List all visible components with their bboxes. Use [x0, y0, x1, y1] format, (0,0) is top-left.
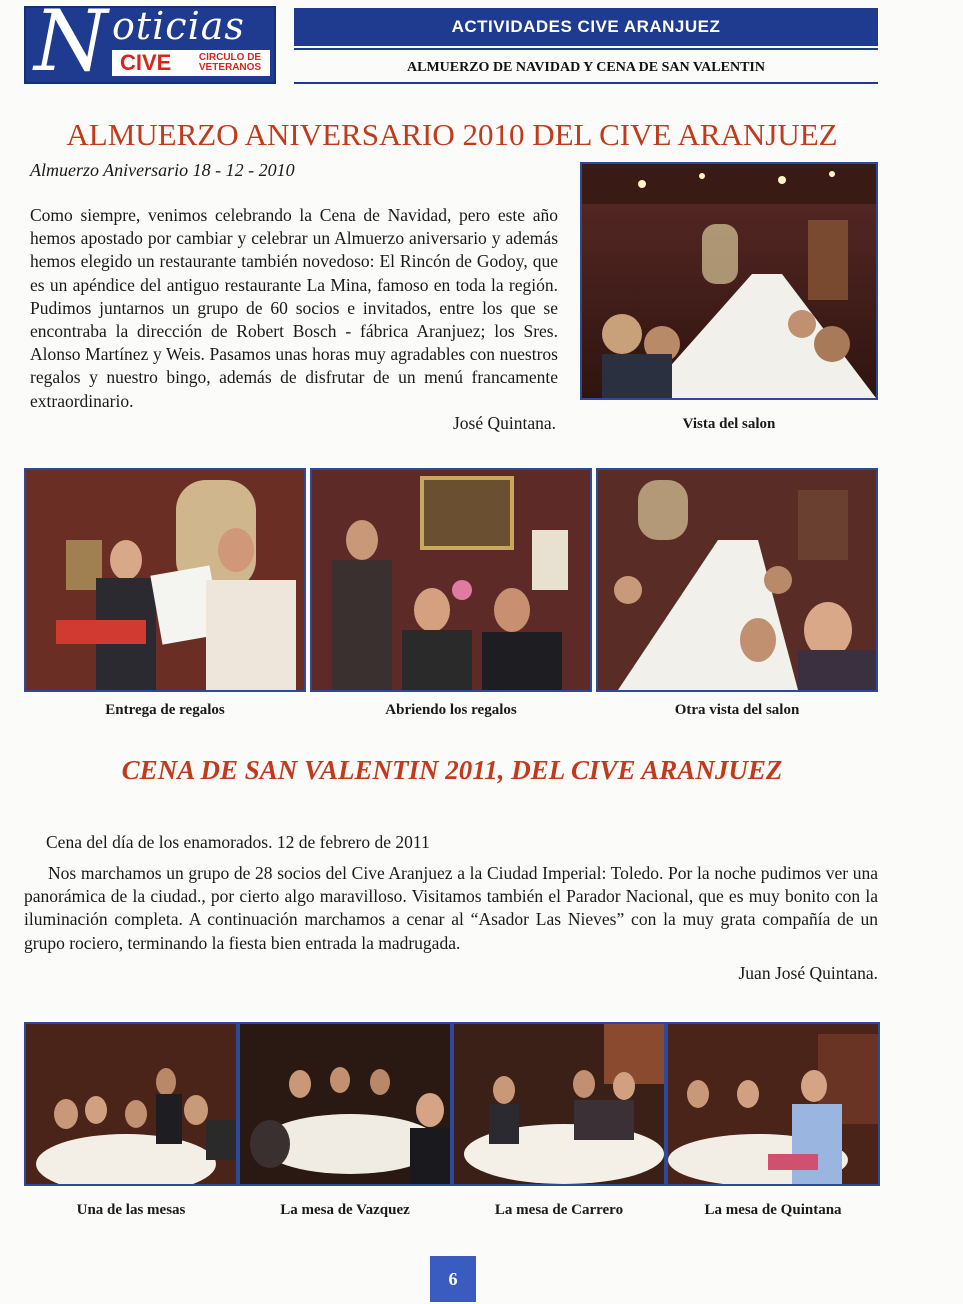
photo-mesa-carrero	[452, 1022, 666, 1186]
photo-caption: La mesa de Vazquez	[280, 1202, 410, 1218]
photo-image	[26, 470, 304, 690]
section-title: ACTIVIDADES CIVE ARANJUEZ	[294, 8, 878, 46]
photo-caption: Otra vista del salon	[674, 702, 800, 718]
photo-entrega-regalos	[24, 468, 306, 692]
photo-image	[454, 1024, 664, 1184]
photo-caption: Una de las mesas	[76, 1202, 186, 1218]
photo-mesa-quintana	[666, 1022, 880, 1186]
section-subtitle: ALMUERZO DE NAVIDAD Y CENA DE SAN VALENTIN	[407, 60, 765, 75]
logo-word: oticias	[112, 4, 245, 48]
page-number: 6	[430, 1256, 476, 1302]
photo-image	[26, 1024, 236, 1184]
photo-image	[668, 1024, 878, 1184]
logo-tagline-line2: VETERANOS	[198, 62, 262, 73]
photo-mesa-vazquez	[238, 1022, 452, 1186]
photo-image	[598, 470, 876, 690]
article2-title: CENA DE SAN VALENTIN 2011, DEL CIVE ARANJUEZ	[121, 755, 783, 785]
photo-otra-vista-salon	[596, 468, 878, 692]
photo-una-de-las-mesas	[24, 1022, 238, 1186]
photo-caption: Vista del salon	[682, 416, 776, 432]
article2-signature: Juan José Quintana.	[738, 963, 878, 983]
photo-caption: La mesa de Quintana	[704, 1202, 842, 1218]
photo-caption: Entrega de regalos	[105, 702, 225, 718]
article2-intro: Cena del día de los enamorados. 12 de febrero de 2011	[46, 832, 430, 852]
logo-letter: N	[34, 0, 108, 90]
header-divider	[294, 48, 878, 50]
photo-caption: Abriendo los regalos	[385, 702, 517, 718]
article1-body: Como siempre, venimos celebrando la Cena de Navidad, pero este año hemos apostado por cambiar y celebrar un Almuerzo aniversario y además hemos elegido un restaurante también novedoso: El Rincón de Godoy, que es un apéndice del antiguo restaurante La Mina, famoso en toda la región. Pudimos juntarnos un grupo de 60 socios e invitados, entre los que se encontraba la dirección de Robert Bosch - fábrica Aranjuez; los Sres. Alonso Martínez y Weis. Pasamos unas horas muy agradables con nuestros regalos y nuestro bingo, además de disfrutar de un menú francamente extraordinario.	[30, 205, 558, 411]
logo-tagline	[192, 53, 268, 73]
logo-tagline-line1: CIRCULO DE	[198, 52, 262, 63]
photo-abriendo-regalos	[310, 468, 592, 692]
logo-brand: CIVE	[120, 50, 172, 75]
header-divider	[294, 82, 878, 84]
photo-vista-salon	[580, 162, 878, 400]
article2-body: Nos marchamos un grupo de 28 socios del Cive Aranjuez a la Ciudad Imperial: Toledo. Por la noche pudimos ver una panorámica de la ciudad., por cierto algo maravilloso. Visitamos también el Parador Nacional, que es muy bonito con la iluminación completa. A continuación marchamos a cenar al “Asador Las Nieves” con la muy grata compañía de un grupo rociero, terminando la fiesta bien entrada la madrugada.	[24, 863, 878, 953]
article1-subtitle: Almuerzo Aniversario 18 - 12 - 2010	[30, 160, 295, 180]
photo-image	[582, 164, 876, 398]
photo-caption: La mesa de Carrero	[494, 1202, 624, 1218]
article1-signature: José Quintana.	[452, 413, 556, 433]
photo-image	[240, 1024, 450, 1184]
article1-title: ALMUERZO ANIVERSARIO 2010 DEL CIVE ARANJUEZ	[66, 117, 838, 152]
photo-image	[312, 470, 590, 690]
